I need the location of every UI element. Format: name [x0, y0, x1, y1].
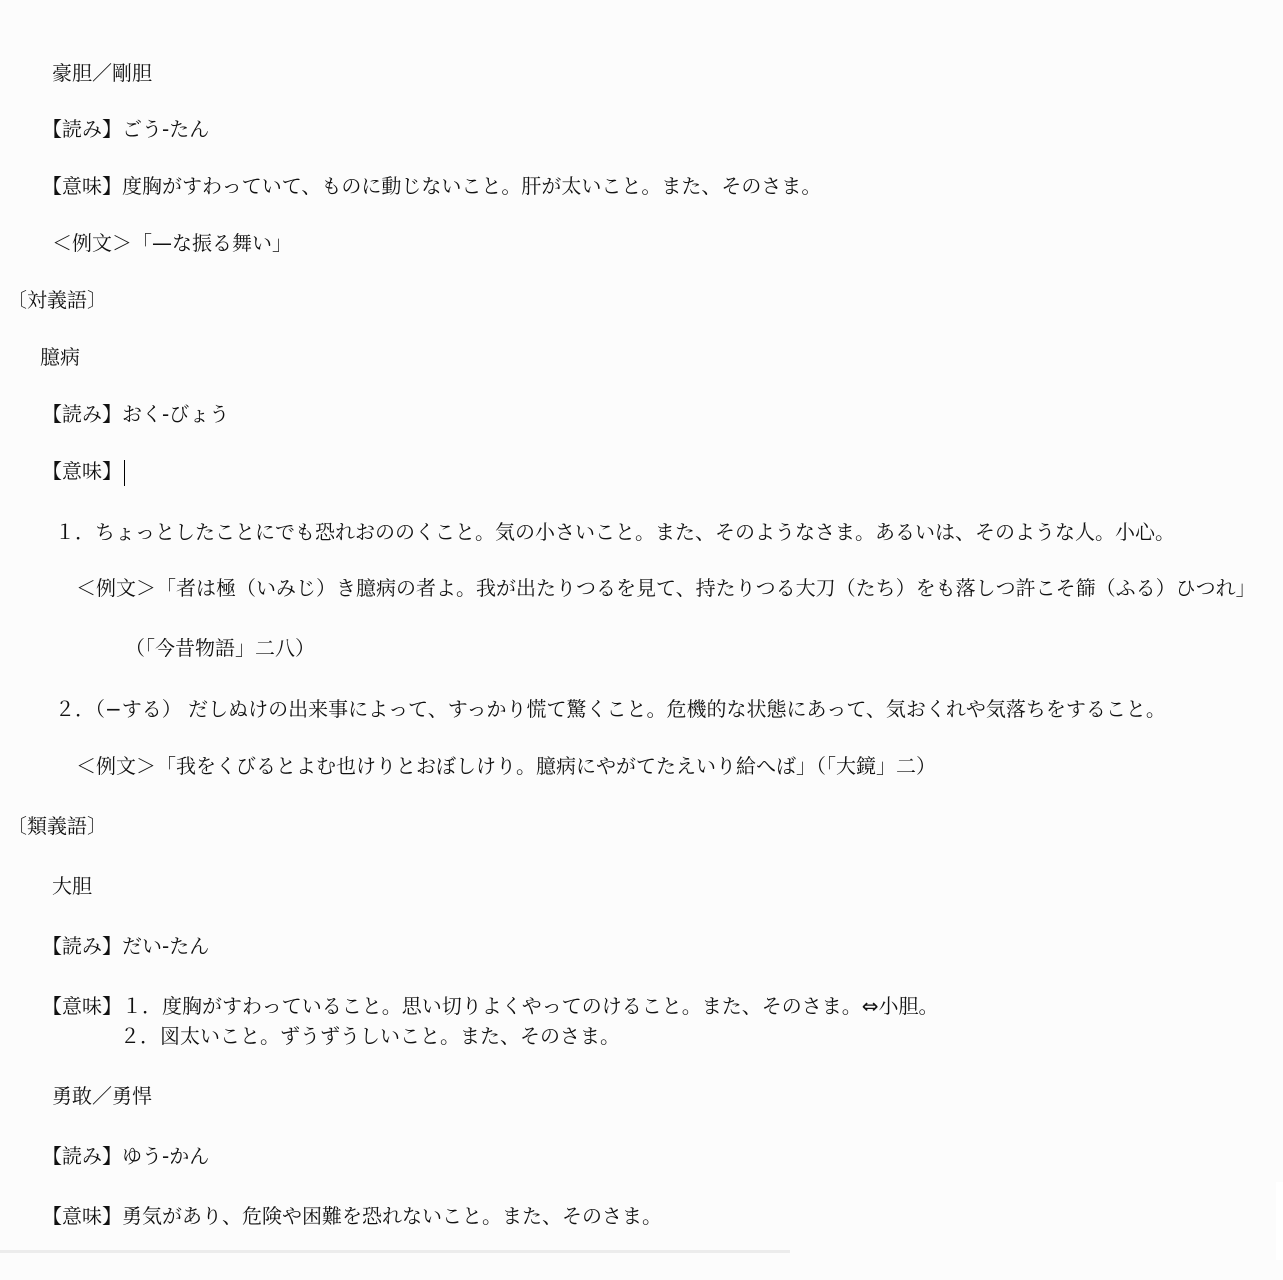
- meaning-label-text: 【意味】: [42, 459, 122, 483]
- headword-goutan: 豪胆／剛胆: [52, 61, 152, 85]
- headword-yuukan: 勇敢／勇悍: [52, 1084, 152, 1108]
- meaning-daitan-line2: ２．図太いこと。ずうずうしいこと。また、そのさま。: [120, 1024, 620, 1048]
- page-bottom-divider: [0, 1250, 790, 1253]
- meaning-goutan: 【意味】度胸がすわっていて、ものに動じないこと。肝が太いこと。また、そのさま。: [42, 174, 822, 198]
- meaning-daitan-line1: 【意味】１．度胸がすわっていること。思い切りよくやってのけること。また、そのさま。⇔小胆。: [42, 994, 939, 1018]
- reading-goutan: 【読み】ごう‐たん: [42, 117, 210, 141]
- meaning-label-okubyou: [42, 458, 125, 486]
- reading-okubyou: 【読み】おく‐びょう: [42, 402, 230, 426]
- sense-2-example: ＜例文＞「我をくびるとよむ也けりとおぼしけり。臆病にやがてたえいり給へば」（「大鏡」二）: [76, 754, 936, 778]
- meaning-yuukan: 【意味】勇気があり、危険や困難を恐れないこと。また、そのさま。: [42, 1204, 662, 1228]
- sense-2-okubyou: ２．（−する） だしぬけの出来事によって、すっかり慌て驚くこと。危機的な状態にあって、気おくれや気落ちをすること。: [55, 697, 1166, 721]
- reading-daitan: 【読み】だい‐たん: [42, 934, 210, 958]
- right-edge-strip: [1276, 1182, 1283, 1260]
- sense-1-source: （「今昔物語」二八）: [125, 636, 315, 660]
- antonym-heading: 〔対義語〕: [7, 288, 107, 312]
- example-goutan: ＜例文＞「—な振る舞い」: [52, 231, 292, 255]
- synonym-heading: 〔類義語〕: [7, 814, 107, 838]
- sense-1-okubyou: １．ちょっとしたことにでも恐れおののくこと。気の小さいこと。また、そのようなさま。あるいは、そのような人。小心。: [55, 520, 1175, 544]
- sense-1-example: ＜例文＞「者は極（いみじ）き臆病の者よ。我が出たりつるを見て、持たりつる大刀（たち）をも落しつ許こそ篩（ふる）ひつれ」: [76, 576, 1256, 600]
- headword-okubyou: 臆病: [40, 345, 80, 369]
- reading-yuukan: 【読み】ゆう‐かん: [42, 1144, 210, 1168]
- headword-daitan: 大胆: [52, 874, 92, 898]
- text-cursor: [124, 460, 125, 486]
